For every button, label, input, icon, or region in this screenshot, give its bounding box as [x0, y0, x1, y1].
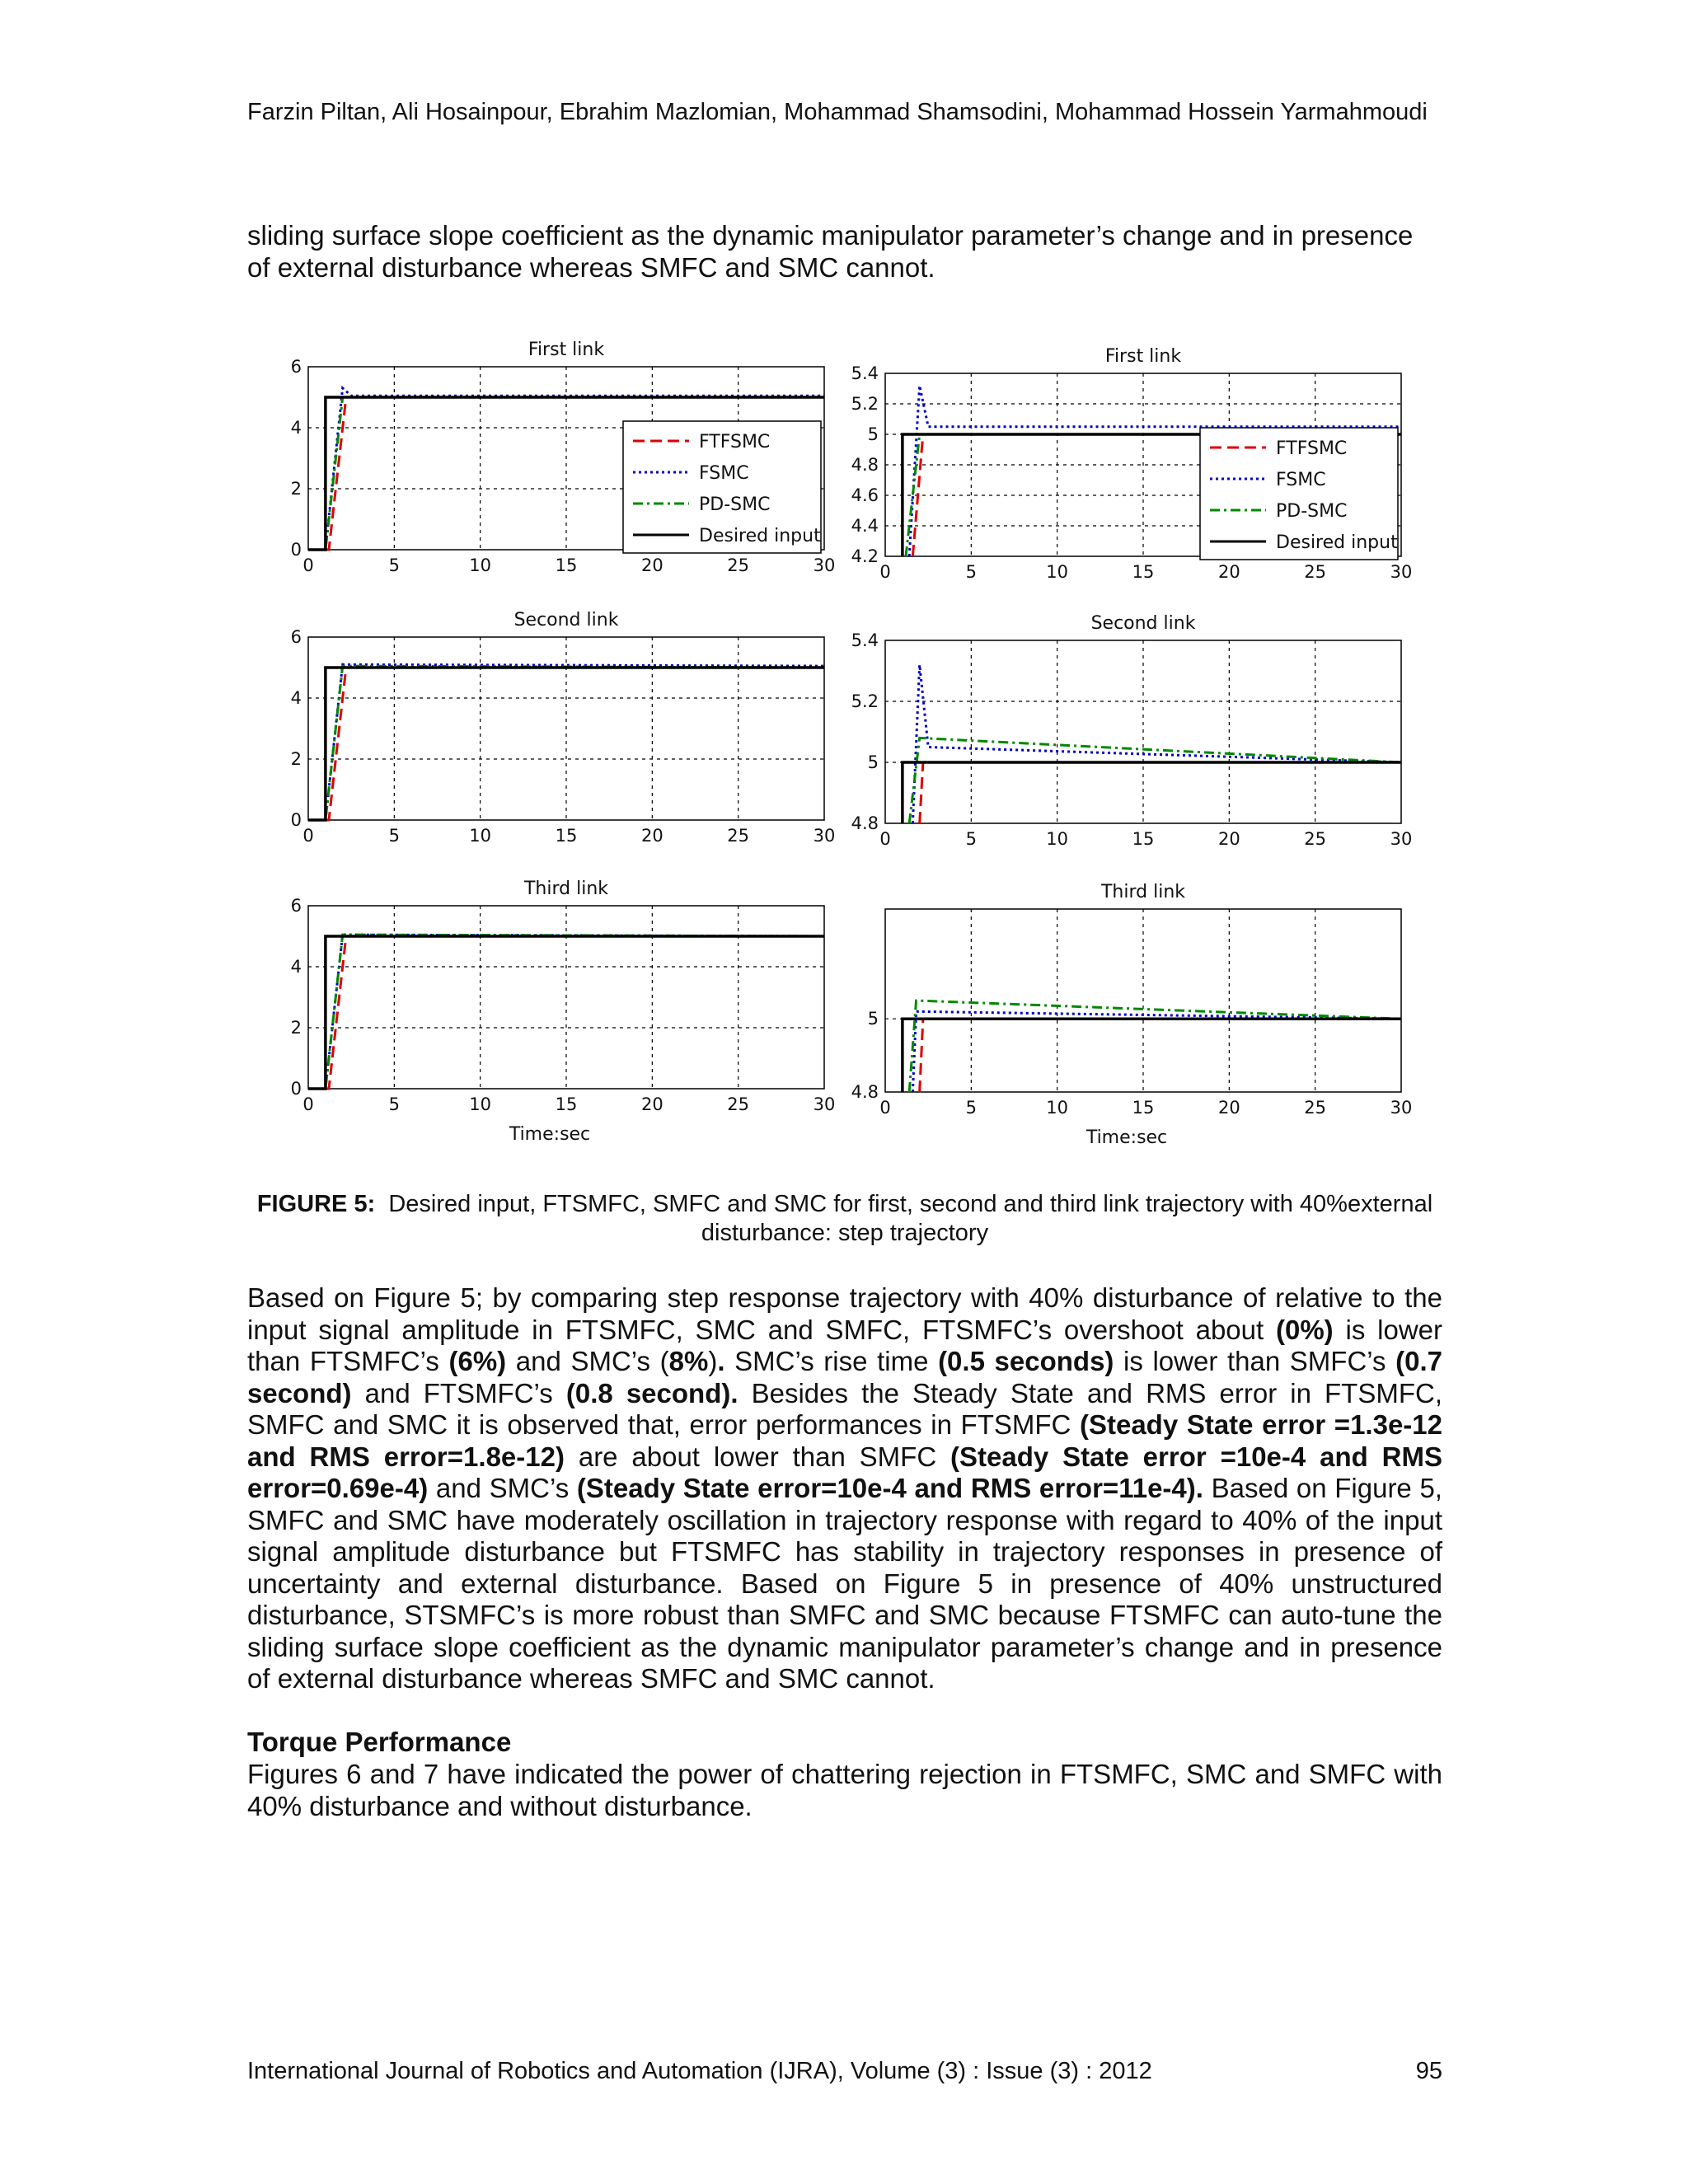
- y-tick-label: 6: [290, 357, 302, 377]
- caption-label: FIGURE 5:: [256, 1191, 376, 1217]
- x-tick-label: 10: [469, 1094, 492, 1114]
- y-tick-label: 4.6: [851, 485, 879, 505]
- chart-panel-4: [851, 613, 1413, 849]
- x-axis-label: Time:sec: [1085, 1127, 1168, 1148]
- x-tick-label: 20: [1217, 829, 1240, 849]
- chart-panel-6: [851, 882, 1413, 1148]
- y-tick-label: 5: [867, 424, 879, 444]
- text-run: SMC’s rise time: [724, 1346, 939, 1376]
- x-tick-label: 15: [555, 1094, 578, 1114]
- x-tick-label: 15: [555, 555, 578, 575]
- series-line-desired-input: [903, 1019, 1401, 1092]
- y-tick-label: 4.2: [851, 546, 879, 566]
- x-tick-label: 10: [1046, 1098, 1069, 1118]
- chart-panel-5: [291, 879, 836, 1145]
- x-tick-label: 25: [727, 826, 750, 846]
- x-tick-label: 25: [1304, 1098, 1327, 1118]
- body-paragraph: [247, 1282, 1442, 1695]
- x-tick-label: 30: [1390, 1098, 1413, 1118]
- page-number: 95: [1415, 2058, 1442, 2084]
- figure-caption: [247, 1190, 1442, 1248]
- x-tick-label: 5: [965, 829, 978, 849]
- bold-run: (0.7 second): [247, 1346, 1443, 1408]
- y-tick-label: 5.2: [851, 394, 879, 414]
- series-line-ftfsmc: [920, 1019, 1401, 1092]
- x-axis-label: Time:sec: [509, 1124, 591, 1145]
- x-tick-label: 15: [1132, 562, 1155, 582]
- text-run: Based on Figure 5; by comparing step response trajectory with 40% disturbance of relative to the input signal amplitude in FTSMFC, SMC and SMFC, FTSMFC’s overshoot about: [247, 1282, 1442, 1345]
- series-line-desired-input: [903, 762, 1401, 823]
- authors: Farzin Piltan, Ali Hosainpour, Ebrahim Mazlomian, Mohammad Shamsodini, Mohammad Hossein Yarmahmoudi: [247, 99, 1428, 125]
- bold-run: (0.5 seconds): [938, 1346, 1114, 1376]
- y-tick-label: 4.4: [851, 516, 879, 536]
- page-header: [247, 97, 1442, 127]
- bold-run: (Steady State error =10e-4 and RMS error=0.69e-4): [247, 1441, 1442, 1503]
- y-tick-label: 4: [290, 957, 302, 977]
- bold-run: 8%: [668, 1346, 709, 1376]
- bold-run: (Steady State error=10e-4 and RMS error=11e-4).: [576, 1473, 1203, 1503]
- paragraph-1: [247, 1282, 1442, 1695]
- chart-panel-1: [291, 340, 836, 575]
- y-tick-label: 4: [290, 688, 302, 708]
- x-tick-label: 10: [1046, 562, 1069, 582]
- page-footer: [247, 2056, 1442, 2086]
- x-tick-label: 5: [388, 555, 401, 575]
- chart-title: Third link: [523, 879, 609, 899]
- x-tick-label: 20: [640, 1094, 663, 1114]
- bold-run: .: [717, 1346, 725, 1376]
- x-tick-label: 10: [1046, 829, 1069, 849]
- figure-5: [272, 317, 1426, 1158]
- x-tick-label: 10: [469, 826, 492, 846]
- chart-panel-3: [291, 610, 836, 846]
- x-tick-label: 15: [1132, 1098, 1155, 1118]
- x-tick-label: 20: [640, 555, 663, 575]
- x-tick-label: 30: [813, 555, 836, 575]
- x-tick-label: 25: [1304, 829, 1327, 849]
- x-tick-label: 15: [1132, 829, 1155, 849]
- x-tick-label: 30: [1390, 829, 1413, 849]
- y-tick-label: 5.4: [851, 363, 879, 383]
- x-tick-label: 25: [727, 555, 750, 575]
- chart-title: Second link: [513, 610, 619, 630]
- y-tick-label: 0: [290, 1079, 302, 1099]
- bold-run: (6%): [448, 1346, 507, 1376]
- journal-citation: International Journal of Robotics and Automation (IJRA), Volume (3) : Issue (3) : 2012: [247, 2058, 1152, 2084]
- chart-title: Second link: [1090, 613, 1196, 634]
- series-line-ftfsmc: [920, 762, 1401, 823]
- legend-label: FSMC: [1276, 470, 1326, 490]
- bold-run: (Steady State error =1.3e-12 and RMS error=1.8e-12): [247, 1409, 1442, 1472]
- legend-label: PD-SMC: [699, 494, 771, 515]
- y-tick-label: 6: [290, 896, 302, 916]
- x-tick-label: 0: [879, 1098, 891, 1118]
- x-tick-label: 30: [813, 1094, 836, 1114]
- y-tick-label: 5: [867, 1009, 879, 1029]
- y-tick-label: 5.2: [851, 691, 879, 711]
- x-tick-label: 15: [555, 826, 578, 846]
- series-line-fsmc: [912, 1011, 1401, 1092]
- x-tick-label: 25: [727, 1094, 750, 1114]
- y-tick-label: 6: [290, 627, 302, 647]
- x-tick-label: 25: [1304, 562, 1327, 582]
- series-line-pd-smc: [909, 738, 1401, 823]
- section-heading: Torque Performance: [247, 1727, 512, 1757]
- x-tick-label: 0: [302, 1094, 314, 1114]
- y-tick-label: 2: [290, 749, 302, 769]
- legend-label: PD-SMC: [1276, 501, 1348, 522]
- y-tick-label: 5.4: [851, 630, 879, 650]
- x-tick-label: 30: [1390, 562, 1413, 582]
- y-tick-label: 0: [290, 810, 302, 830]
- series-line-fsmc: [912, 665, 1401, 823]
- text-run: Based on Figure 5, SMFC and SMC have moderately oscillation in trajectory response with regard to 40% of the input signal amplitude disturbance but FTSMFC has stability in trajectory responses in presence of uncertainty and external disturbance. Based on Figure 5 in presence of 40% unstructured disturbance, STSMFC’s is more robust than SMFC and SMC because FTSMFC can auto-tune the sliding surface slope coefficient as the dynamic manipulator parameter’s change and in presence of external disturbance whereas SMFC and SMC cannot.: [247, 1473, 1442, 1694]
- legend-label: FSMC: [699, 463, 749, 484]
- text-run: ): [708, 1346, 718, 1376]
- x-tick-label: 30: [813, 826, 836, 846]
- text-run: Besides the Steady State and RMS error in FTSMFC, SMFC and SMC it is observed that, error performances in FTSMFC: [247, 1377, 1442, 1440]
- x-tick-label: 0: [302, 826, 314, 846]
- text-run: is lower than SMFC’s: [1114, 1346, 1396, 1376]
- y-tick-label: 4.8: [851, 813, 879, 833]
- text-run: and SMC’s (: [506, 1346, 669, 1376]
- text-run: are about lower than SMFC: [564, 1441, 951, 1472]
- figure-5-charts: [272, 317, 1426, 1158]
- x-tick-label: 10: [469, 555, 492, 575]
- text-run: and FTSMFC’s: [351, 1377, 566, 1408]
- chart-title: First link: [528, 340, 605, 360]
- y-tick-label: 0: [290, 540, 302, 560]
- chart-panel-2: [851, 346, 1413, 582]
- x-tick-label: 20: [1217, 1098, 1240, 1118]
- chart-title: First link: [1104, 346, 1182, 367]
- y-tick-label: 2: [290, 1018, 302, 1038]
- paragraph-2: Figures 6 and 7 have indicated the power of chattering rejection in FTSMFC, SMC and SMFC with 40% disturbance and without disturbance.: [247, 1759, 1442, 1821]
- chart-title: Third link: [1100, 882, 1186, 902]
- text-run: is lower than FTSMFC’s: [247, 1314, 1442, 1376]
- legend-label: FTFSMC: [1276, 438, 1348, 459]
- intro-paragraph: sliding surface slope coefficient as the dynamic manipulator parameter’s change and in presence of external disturbance whereas SMFC and SMC cannot.: [247, 220, 1414, 283]
- x-tick-label: 5: [965, 562, 978, 582]
- x-tick-label: 0: [879, 829, 891, 849]
- x-tick-label: 20: [640, 826, 663, 846]
- legend-label: FTFSMC: [699, 432, 771, 452]
- x-tick-label: 0: [879, 562, 891, 582]
- legend-label: Desired input: [699, 526, 821, 546]
- y-tick-label: 4: [290, 418, 302, 438]
- x-tick-label: 5: [388, 826, 401, 846]
- legend-label: Desired input: [1276, 532, 1398, 553]
- x-tick-label: 5: [388, 1094, 401, 1114]
- y-tick-label: 5: [867, 752, 879, 772]
- bold-run: (0.8 second).: [565, 1377, 738, 1408]
- caption-text: Desired input, FTSMFC, SMFC and SMC for first, second and third link trajectory with 40%external disturbance: step trajectory: [388, 1191, 1433, 1246]
- x-tick-label: 0: [302, 555, 314, 575]
- x-tick-label: 20: [1217, 562, 1240, 582]
- y-tick-label: 4.8: [851, 455, 879, 475]
- y-tick-label: 4.8: [851, 1082, 879, 1102]
- y-tick-label: 2: [290, 479, 302, 499]
- x-tick-label: 5: [965, 1098, 978, 1118]
- bold-run: (0%): [1276, 1314, 1334, 1345]
- text-run: and SMC’s: [428, 1473, 577, 1503]
